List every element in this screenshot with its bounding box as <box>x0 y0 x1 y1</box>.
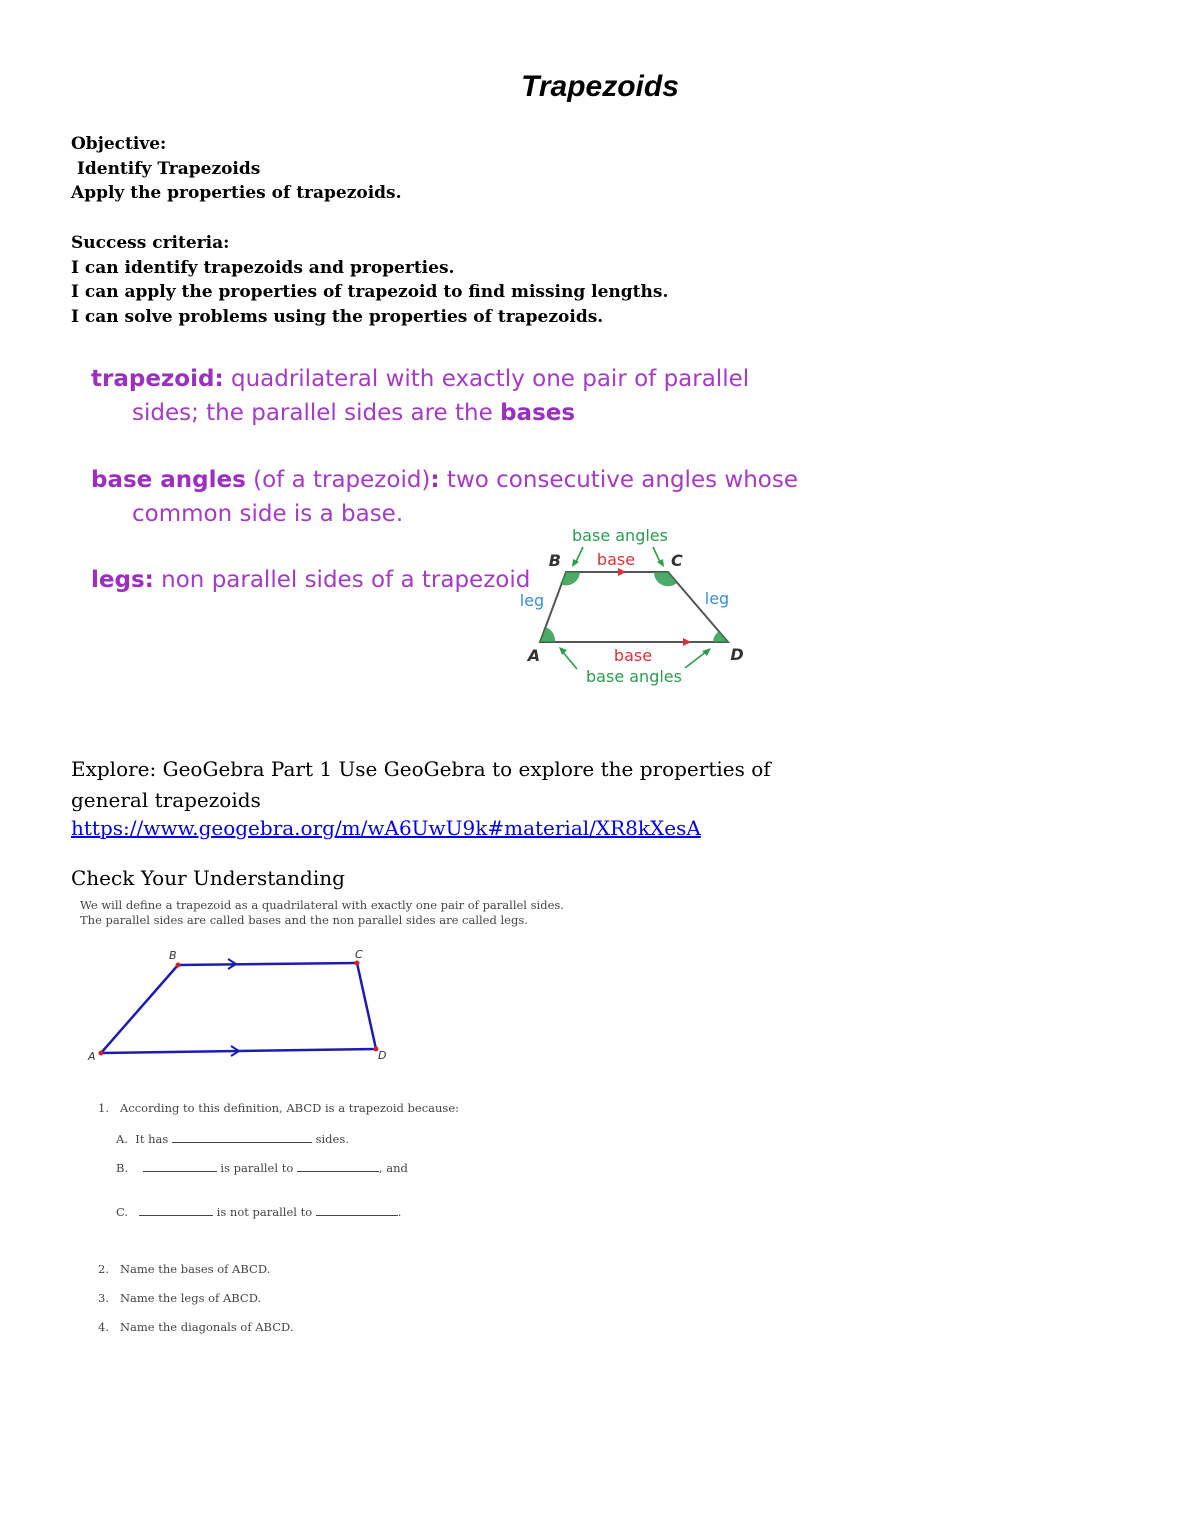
q3-text: Name the legs of ABCD. <box>119 1291 262 1305</box>
trapezoid-def-line-2: sides; the parallel sides are the <box>132 400 501 426</box>
question-4 <box>98 1320 293 1334</box>
term-bases: bases <box>500 400 576 426</box>
qc-blank-1[interactable] <box>139 1204 213 1216</box>
pointer-head-C <box>657 559 664 567</box>
term-trapezoid: trapezoid: <box>91 366 224 392</box>
qb-blank-1[interactable] <box>143 1160 217 1172</box>
trapezoid-def-line-1: quadrilateral with exactly one pair of parallel <box>223 366 750 392</box>
qb-label: B. <box>116 1161 129 1175</box>
parallel-arrow-bottom <box>683 638 691 646</box>
qb-post: , and <box>378 1161 408 1175</box>
pointer-base-angle-A <box>562 651 577 669</box>
pointer-head-A <box>559 647 567 655</box>
label-base-angles-bottom: base angles <box>586 667 682 686</box>
label-D: D <box>378 1049 387 1062</box>
check-intro-line-2: The parallel sides are called bases and the non parallel sides are called legs. <box>80 913 528 927</box>
success-line-1: I can identify trapezoids and properties. <box>71 257 455 278</box>
label-vertex-D: D <box>730 645 744 664</box>
objective-heading: Objective: <box>71 134 167 154</box>
pointer-head-B <box>572 559 579 567</box>
q4-text: Name the diagonals of ABCD. <box>119 1320 294 1334</box>
legs-def: non parallel sides of a trapezoid <box>153 567 531 593</box>
qc-blank-2[interactable] <box>316 1204 398 1216</box>
base-angles-colon: : <box>430 467 440 493</box>
labeled-trapezoid-figure <box>510 520 760 695</box>
label-B: B <box>169 949 177 962</box>
question-1a <box>116 1131 349 1146</box>
check-understanding-heading: Check Your Understanding <box>71 866 345 890</box>
label-leg-left: leg <box>519 591 545 610</box>
qb-mid: is parallel to <box>220 1161 294 1175</box>
q1-text: According to this definition, ABCD is a trapezoid because: <box>119 1101 460 1115</box>
base-angle-B-mark <box>560 572 580 585</box>
question-3 <box>98 1291 261 1305</box>
objective-line-1: Identify Trapezoids <box>71 158 261 179</box>
qc-mid: is not parallel to <box>216 1205 313 1219</box>
qb-blank-2[interactable] <box>297 1160 379 1172</box>
label-vertex-B: B <box>548 551 561 570</box>
geogebra-link[interactable]: https://www.geogebra.org/m/wA6UwU9k#material/XR8kXesA <box>71 816 701 840</box>
qa-post: sides. <box>315 1132 349 1146</box>
qc-label: C. <box>116 1205 129 1219</box>
base-angles-paren: (of a trapezoid) <box>245 467 431 493</box>
label-C: C <box>355 948 363 961</box>
q2-text: Name the bases of ABCD. <box>119 1262 271 1276</box>
vertex-B-point <box>176 963 181 968</box>
base-angles-def-line-1: two consecutive angles whose <box>439 467 798 493</box>
success-heading: Success criteria: <box>71 233 230 253</box>
explore-text: Explore: GeoGebra Part 1 Use GeoGebra to explore the properties of general trapezoids <box>71 757 771 812</box>
label-vertex-A: A <box>527 646 541 665</box>
label-base-bottom: base <box>613 646 653 665</box>
label-A: A <box>88 1050 96 1063</box>
label-base-top: base <box>596 550 636 569</box>
pointer-base-angle-D <box>685 651 707 668</box>
definition-trapezoid <box>91 362 749 430</box>
q4-number: 4. <box>98 1320 109 1334</box>
parallel-arrow-top <box>618 568 626 576</box>
label-vertex-C: C <box>671 551 683 570</box>
question-1c <box>116 1204 401 1219</box>
vertex-A-point <box>99 1051 104 1056</box>
side-CD <box>357 963 376 1049</box>
objective-block <box>71 132 402 206</box>
side-BC <box>178 963 357 965</box>
definition-legs <box>91 563 530 597</box>
q1-number: 1. <box>98 1101 109 1115</box>
term-base-angles: base angles <box>91 467 246 493</box>
term-legs: legs: <box>91 567 154 593</box>
qa-label: A. <box>116 1132 128 1146</box>
base-angles-def-line-2: common side is a base. <box>132 501 404 527</box>
question-1 <box>98 1101 459 1115</box>
check-intro <box>80 898 564 928</box>
vertex-C-point <box>355 961 360 966</box>
abcd-trapezoid-figure <box>80 945 400 1070</box>
label-leg-right: leg <box>704 589 730 608</box>
base-angle-C-mark <box>654 572 677 586</box>
q3-number: 3. <box>98 1291 109 1305</box>
qc-post: . <box>397 1205 402 1219</box>
side-AB <box>101 965 178 1053</box>
q2-number: 2. <box>98 1262 109 1276</box>
question-1b <box>116 1160 408 1175</box>
label-base-angles-top: base angles <box>572 526 668 545</box>
qa-blank[interactable] <box>172 1131 312 1143</box>
check-intro-line-1: We will define a trapezoid as a quadrilateral with exactly one pair of parallel sides. <box>80 898 564 912</box>
objective-line-2: Apply the properties of trapezoids. <box>71 183 402 204</box>
success-line-3: I can solve problems using the properties of trapezoids. <box>71 307 604 328</box>
qa-pre: It has <box>135 1132 169 1146</box>
success-line-2: I can apply the properties of trapezoid to find missing lengths. <box>71 282 669 303</box>
question-2 <box>98 1262 270 1276</box>
success-criteria-block <box>71 231 668 330</box>
page-title: Trapezoids <box>521 70 679 103</box>
